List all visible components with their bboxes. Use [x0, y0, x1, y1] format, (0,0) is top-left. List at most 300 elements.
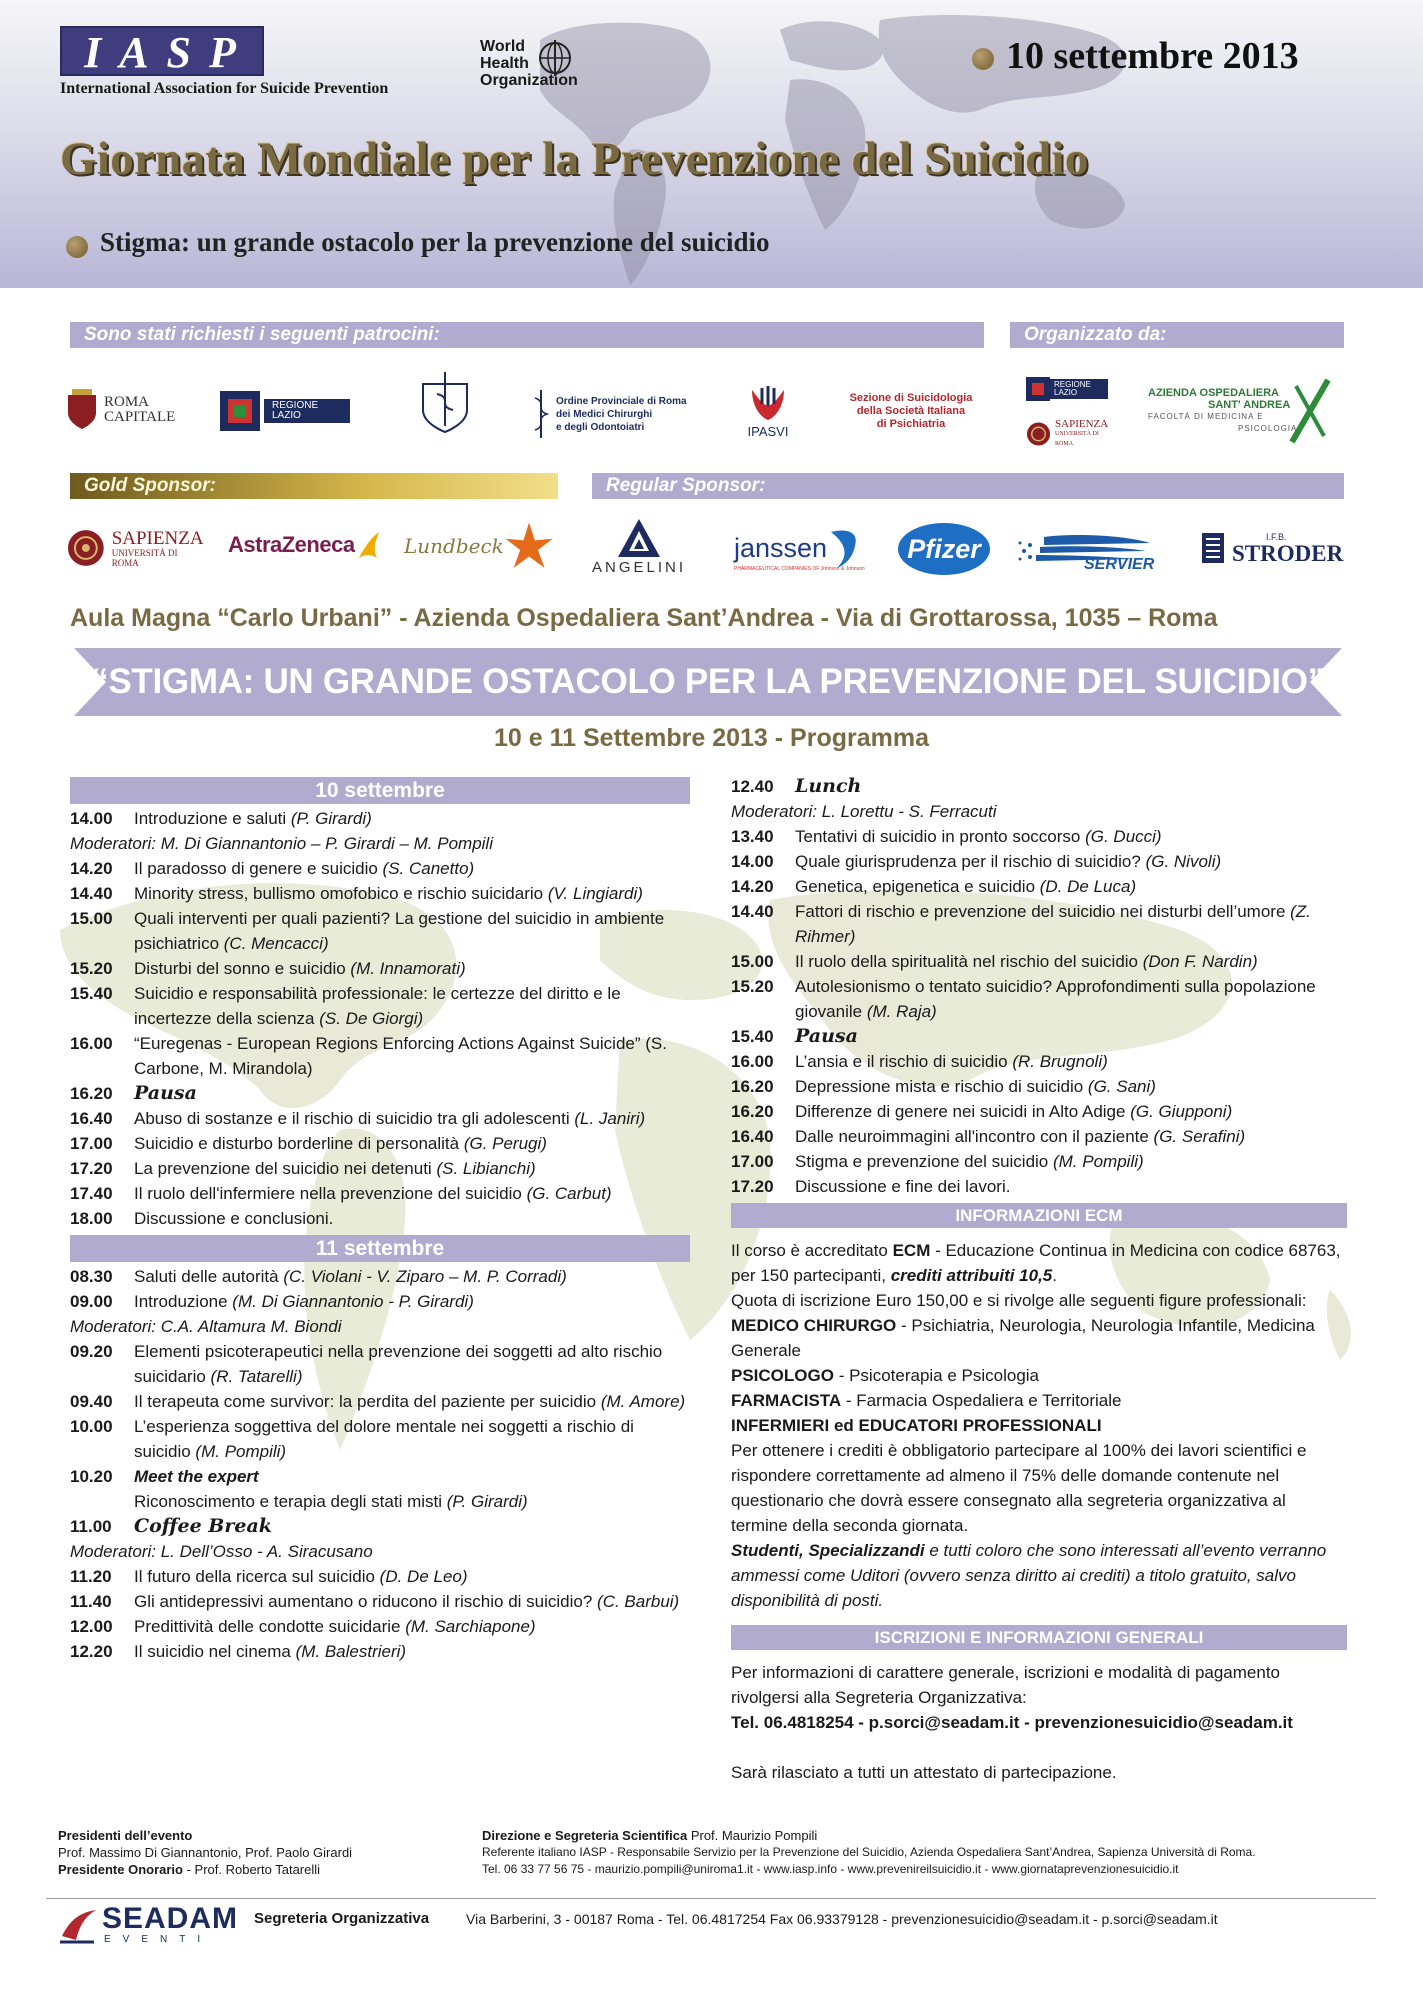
session-description: [134, 981, 690, 1031]
session-title: Disturbi del sonno e suicidio: [134, 959, 351, 978]
session-description: [134, 1339, 690, 1389]
session-time: 16.20: [70, 1084, 113, 1103]
session-title: Saluti delle autorità: [134, 1267, 284, 1286]
session-row: [70, 1081, 690, 1106]
session-title: L’esperienza soggettiva del dolore mentale nei soggetti a rischio di suicidio: [134, 1417, 634, 1461]
session-row: [731, 1049, 1347, 1074]
session-title: Genetica, epigenetica e suicidio: [795, 877, 1040, 896]
logo-text: Sezione di Suicidologia: [849, 391, 973, 404]
day2-session-list: [70, 1264, 690, 1664]
session-time: 18.00: [70, 1209, 113, 1228]
session-row: [70, 906, 690, 956]
session-row: [731, 824, 1347, 849]
ecm-profession: INFERMIERI ed EDUCATORI PROFESSIONALI: [731, 1416, 1102, 1435]
sapienza-seal-icon: [1026, 421, 1051, 447]
session-time: 15.20: [731, 977, 774, 996]
session-row: [731, 949, 1347, 974]
sapienza-seal-icon: [66, 528, 106, 568]
profession-detail: - Psicoterapia e Psicologia: [833, 1366, 1040, 1385]
session-row: [70, 881, 690, 906]
session-title: Il paradosso di genere e suicidio: [134, 859, 383, 878]
logo-text: SAPIENZA: [111, 527, 204, 549]
program-left-column: [70, 777, 690, 1664]
session-time: 14.40: [70, 884, 113, 903]
session-title: L’ansia e il rischio di suicidio: [795, 1052, 1013, 1071]
session-speaker: (P. Girardi): [446, 1492, 528, 1511]
session-row: [731, 1149, 1347, 1174]
session-title: Gli antidepressivi aumentano o riducono il rischio di suicidio?: [134, 1592, 598, 1611]
logo-text: IPASVI: [747, 423, 789, 439]
session-title: Minority stress, bullismo omofobico e rischio suicidario: [134, 884, 548, 903]
session-row: [731, 974, 1347, 1024]
session-speaker: (L. Janiri): [574, 1109, 646, 1128]
ecm-text: - Educazione Continua in Medicina con codice 68763, per 150 partecipanti,: [731, 1241, 1341, 1285]
session-speaker: (R. Tatarelli): [210, 1367, 303, 1386]
session-time: 11.20: [70, 1567, 112, 1586]
session-speaker: (G. Nivoli): [1145, 852, 1222, 871]
session-title: Il suicidio nel cinema: [134, 1642, 296, 1661]
honorary-president: [58, 1861, 478, 1878]
stroder-logo: [1200, 528, 1348, 568]
session-time: 08.30: [70, 1267, 113, 1286]
session-time: 16.20: [731, 1077, 774, 1096]
session-description: [795, 974, 1347, 1024]
session-time: 17.20: [70, 1159, 113, 1178]
session-time: 12.40: [731, 777, 774, 796]
session-description: [795, 1024, 1347, 1049]
session-row: [70, 1289, 690, 1314]
logo-text: REGIONE: [272, 400, 319, 411]
day2-afternoon-session-list: [731, 774, 1347, 1199]
session-description: [134, 956, 690, 981]
ecm-credits: crediti attribuiti 10,5: [890, 1266, 1053, 1285]
profession-name: PSICOLOGO: [731, 1366, 834, 1385]
session-row: [70, 1181, 690, 1206]
direction-block: [482, 1827, 1382, 1878]
session-description: [795, 824, 1347, 849]
session-row: [731, 849, 1347, 874]
session-row: [70, 1031, 690, 1081]
who-emblem-icon: [535, 38, 575, 78]
session-title: Stigma e prevenzione del suicidio: [795, 1152, 1053, 1171]
presidents-names: Prof. Massimo Di Giannantonio, Prof. Paolo Girardi: [58, 1845, 353, 1860]
iscrizioni-header: ISCRIZIONI E INFORMAZIONI GENERALI: [731, 1625, 1347, 1650]
presidents-label: Presidenti dell’evento: [58, 1828, 193, 1843]
direction-name: Prof. Maurizio Pompili: [687, 1828, 818, 1843]
iasp-logo: IASP: [60, 26, 264, 76]
logo-text: REGIONE: [1054, 380, 1091, 389]
ecm-requirements: Per ottenere i crediti è obbligatorio partecipare al 100% dei lavori scientifici e rispondere correttamente ad almeno il 75% delle domande contenute nel questionario che dovrà essere consegnato alla segreteria organizzativa al termine della seconda giornata.: [731, 1441, 1307, 1535]
servier-logo: [1014, 526, 1164, 576]
ecm-profession: [731, 1363, 1347, 1388]
session-row: [731, 874, 1347, 899]
logo-text: SAPIENZA: [1055, 418, 1109, 430]
segreteria-info: Via Barberini, 3 - 00187 Roma - Tel. 06.4817254 Fax 06.93379128 - prevenzionesuicidio@seadam.it - p.sorci@seadam.it: [466, 1911, 1218, 1927]
session-description: [134, 906, 690, 956]
session-speaker: (S. De Giorgi): [319, 1009, 424, 1028]
moderators-line: Moderatori: C.A. Altamura M. Biondi: [70, 1317, 342, 1336]
org-regione-logo: [1026, 377, 1116, 401]
session-row: [70, 1106, 690, 1131]
event-date: 10 settembre 2013: [1006, 35, 1299, 77]
session-title: Introduzione: [134, 1292, 233, 1311]
session-speaker: (R. Brugnoli): [1012, 1052, 1108, 1071]
session-row: [731, 1099, 1347, 1124]
session-row: [731, 1174, 1347, 1199]
ecm-text: .: [1052, 1266, 1057, 1285]
session-row: [70, 806, 690, 831]
session-row: [731, 774, 1347, 799]
session-time: 15.00: [70, 909, 113, 928]
session-description: [795, 949, 1347, 974]
session-time: 09.40: [70, 1392, 113, 1411]
gold-sponsor-bar: Gold Sponsor:: [70, 473, 558, 499]
session-speaker: (P. Girardi): [290, 809, 372, 828]
session-row: [70, 1131, 690, 1156]
who-line: Organization: [480, 72, 578, 89]
profession-name: FARMACISTA: [731, 1391, 842, 1410]
session-speaker: (M. Balestrieri): [295, 1642, 407, 1661]
session-time: 10.00: [70, 1417, 113, 1436]
session-title: Introduzione e saluti: [134, 809, 291, 828]
moderators-line: Moderatori: M. Di Giannantonio – P. Girardi – M. Pompili: [70, 834, 493, 853]
session-description: [795, 874, 1347, 899]
day1-session-list: [70, 806, 690, 1231]
session-speaker: (S. Libianchi): [436, 1159, 536, 1178]
session-speaker: (G. Carbut): [526, 1184, 612, 1203]
break-label: Coffee Break: [134, 1515, 272, 1537]
ifb-emblem-icon: [1200, 531, 1226, 565]
session-description: [134, 1156, 690, 1181]
session-speaker: (C. Mencacci): [223, 934, 329, 953]
session-description: [134, 1589, 690, 1614]
patronage-bar: Sono stati richiesti i seguenti patrocini:: [70, 322, 984, 348]
regular-sponsor-bar: Regular Sponsor:: [592, 473, 1344, 499]
bullet-dot-icon: [972, 48, 994, 70]
session-speaker: (M. Sarchiapone): [405, 1617, 536, 1636]
session-time: 16.40: [731, 1127, 774, 1146]
honorary-name: - Prof. Roberto Tatarelli: [182, 1862, 321, 1877]
session-speaker: (M. Pompili): [195, 1442, 287, 1461]
ecm-text: Il corso è accreditato: [731, 1241, 893, 1260]
session-time: 16.00: [70, 1034, 113, 1053]
session-time: 13.40: [731, 827, 774, 846]
session-description: [134, 806, 690, 831]
sapienza-sponsor-logo: [66, 525, 206, 571]
session-description: [134, 1414, 690, 1464]
session-title: Discussione e conclusioni.: [134, 1209, 334, 1228]
session-time: 17.40: [70, 1184, 113, 1203]
session-title: Discussione e fine dei lavori.: [795, 1177, 1011, 1196]
who-line: World: [480, 38, 526, 55]
session-title: Predittività delle condotte suicidarie: [134, 1617, 406, 1636]
session-row: [70, 1464, 690, 1514]
ecm-header: INFORMAZIONI ECM: [731, 1203, 1347, 1228]
footer-divider: [46, 1898, 1376, 1899]
logo-text: ROMA: [104, 394, 150, 410]
session-speaker: (M. Pompili): [1052, 1152, 1144, 1171]
profession-name: MEDICO CHIRURGO: [731, 1316, 897, 1335]
starfish-icon: [504, 515, 554, 577]
session-description: [795, 849, 1347, 874]
logo-text: janssen: [734, 532, 828, 563]
aesculapius-icon: [532, 388, 550, 440]
profession-detail: - Farmacia Ospedaliera e Territoriale: [841, 1391, 1122, 1410]
ipasvi-logo: [738, 378, 798, 444]
astrazeneca-symbol-icon: [355, 528, 383, 562]
logo-text: UNIVERSITÀ DI ROMA: [111, 547, 178, 568]
session-title: Depressione mista e rischio di suicidio: [795, 1077, 1088, 1096]
session-title: Dalle neuroimmagini all'incontro con il paziente: [795, 1127, 1154, 1146]
session-title: Quali interventi per quali pazienti? La gestione del suicidio in ambiente psichiatrico: [134, 909, 665, 953]
logo-text: di Psichiatria: [876, 417, 946, 430]
session-row: [731, 1124, 1347, 1149]
moderators-line: Moderatori: L. Dell’Osso - A. Siracusano: [70, 1542, 373, 1561]
azienda-santandrea-logo: [1148, 376, 1328, 446]
bullet-dot-icon: [66, 236, 88, 258]
logo-text: STRODER: [1232, 540, 1344, 566]
logo-text: FACOLTÀ DI MEDICINA E: [1148, 412, 1264, 421]
session-description: [134, 1181, 690, 1206]
iasp-full-name: International Association for Suicide Prevention: [60, 80, 389, 97]
ecm-auditors: [731, 1538, 1347, 1613]
logo-text: SERVIER: [1084, 556, 1155, 573]
session-description: [134, 881, 690, 906]
session-row: [731, 1074, 1347, 1099]
session-title: Suicidio e disturbo borderline di personalità: [134, 1134, 464, 1153]
session-description: [795, 1074, 1347, 1099]
session-speaker: (Don F. Nardin): [1142, 952, 1258, 971]
session-title: Abuso di sostanze e il rischio di suicidio tra gli adolescenti: [134, 1109, 575, 1128]
auditors-text: e tutti coloro che sono interessati all’evento verranno ammessi come Uditori (ovvero senza diritto ai crediti) a titolo gratuito, salvo disponibilità di posti.: [731, 1541, 1327, 1610]
session-speaker: (C. Barbui): [597, 1592, 680, 1611]
session-description: [134, 1289, 690, 1314]
session-description: [134, 1464, 690, 1514]
logo-text: della Società Italiana: [856, 404, 966, 417]
ecm-info: [731, 1238, 1347, 1613]
session-time: 11.00: [70, 1517, 112, 1536]
lundbeck-logo: [404, 518, 554, 574]
session-time: 17.00: [731, 1152, 774, 1171]
session-description: [134, 1106, 690, 1131]
session-title: Elementi psicoterapeutici nella prevenzione dei soggetti ad alto rischio suicidario: [134, 1342, 663, 1386]
session-time: 12.20: [70, 1642, 113, 1661]
session-row: [70, 981, 690, 1031]
session-time: 14.40: [731, 902, 774, 921]
logo-text: LAZIO: [1054, 388, 1078, 397]
session-title: Il terapeuta come survivor: la perdita del paziente per suicidio: [134, 1392, 601, 1411]
session-time: 11.40: [70, 1592, 112, 1611]
caduceus-emblem-icon: [415, 370, 475, 436]
session-speaker: (C. Violani - V. Ziparo – M. P. Corradi): [283, 1267, 567, 1286]
session-speaker: (G. Ducci): [1085, 827, 1162, 846]
session-title: Autolesionismo o tentato suicidio? Approfondimenti sulla popolazione giovanile: [795, 977, 1316, 1021]
ecm-paragraph: [731, 1238, 1347, 1288]
roma-capitale-logo: [66, 385, 176, 435]
session-highlight: Meet the expert: [134, 1467, 259, 1486]
direction-line: [482, 1827, 1382, 1844]
session-description: [134, 1564, 690, 1589]
session-time: 15.00: [731, 952, 774, 971]
session-description: [134, 1264, 690, 1289]
session-time: 14.20: [70, 859, 113, 878]
roma-shield-icon: [66, 389, 98, 431]
session-time: 09.20: [70, 1342, 113, 1361]
logo-text: PSICOLOGIA: [1238, 424, 1298, 433]
session-title: Tentativi di suicidio in pronto soccorso: [795, 827, 1086, 846]
pfizer-logo: [896, 520, 992, 578]
logo-text: I.F.B.: [1266, 531, 1287, 542]
janssen-swoosh-icon: [827, 526, 861, 570]
session-time: 17.20: [731, 1177, 774, 1196]
session-title: Il ruolo dell'infermiere nella prevenzione del suicidio: [134, 1184, 527, 1203]
break-label: Pausa: [795, 1025, 858, 1047]
session-time: 14.00: [731, 852, 774, 871]
provincia-emblem-logo: [410, 368, 480, 438]
iscrizioni-text: Per informazioni di carattere generale, iscrizioni e modalità di pagamento rivolgersi alla Segreteria Organizzativa:: [731, 1663, 1281, 1707]
break-label: Pausa: [134, 1082, 197, 1104]
session-row: [70, 1339, 690, 1389]
session-speaker: (G. Perugi): [463, 1134, 547, 1153]
session-time: 16.40: [70, 1109, 113, 1128]
session-description: [134, 856, 690, 881]
logo-text: PHARMACEUTICAL COMPANIES OF Johnson & Johnson: [734, 566, 865, 572]
seadam-eventi: EVENTI: [104, 1934, 213, 1945]
attestato-note: Sarà rilasciato a tutti un attestato di partecipazione.: [731, 1763, 1117, 1782]
session-description: [795, 1174, 1347, 1199]
session-row: [731, 899, 1347, 949]
session-title: “Euregenas - European Regions Enforcing Actions Against Suicide” (S. Carbone, M. Mirandola): [134, 1034, 667, 1078]
who-line: Health: [480, 55, 529, 72]
page-subtitle: Stigma: un grande ostacolo per la prevenzione del suicidio: [100, 227, 770, 257]
session-row: [731, 1024, 1347, 1049]
regione-emblem-icon: [218, 389, 262, 433]
session-speaker: (D. De Luca): [1039, 877, 1137, 896]
logo-text: SANT' ANDREA: [1208, 399, 1291, 411]
session-time: 14.20: [731, 877, 774, 896]
session-time: 15.20: [70, 959, 113, 978]
header-banner: [0, 0, 1423, 288]
session-description: [134, 1131, 690, 1156]
venue-address: Aula Magna “Carlo Urbani” - Azienda Ospedaliera Sant’Andrea - Via di Grottarossa, 1035 – Roma: [70, 604, 1218, 632]
session-row: [70, 1389, 690, 1414]
session-speaker: (S. Canetto): [382, 859, 475, 878]
day1-header: 10 settembre: [70, 777, 690, 804]
session-speaker: (M. Di Giannantonio - P. Girardi): [232, 1292, 474, 1311]
logo-text: Lundbeck: [404, 534, 504, 558]
ecm-profession: [731, 1313, 1347, 1363]
direction-reference: Referente italiano IASP - Responsabile Servizio per la Prevenzione del Suicidio, Azienda Ospedaliera Sant’Andrea, Sapienza Università di Roma.: [482, 1845, 1256, 1859]
session-description: [134, 1031, 690, 1081]
session-row: [70, 1614, 690, 1639]
session-time: 14.00: [70, 809, 113, 828]
session-speaker: (Z. Rihmer): [795, 902, 1311, 946]
regione-emblem-icon: [1026, 377, 1050, 401]
astrazeneca-logo: [228, 520, 388, 570]
angelini-triangle-icon: [616, 517, 662, 559]
page-title: Giornata Mondiale per la Prevenzione del Suicidio: [60, 133, 1089, 185]
regione-lazio-logo: [218, 388, 358, 434]
logo-text: UNIVERSITÀ DI ROMA: [1055, 431, 1099, 447]
session-time: 15.40: [731, 1027, 774, 1046]
iscrizioni-contacts: Tel. 06.4818254 - p.sorci@seadam.it - prevenzionesuicidio@seadam.it: [731, 1713, 1293, 1732]
session-row: [70, 1414, 690, 1464]
session-title: Quale giurisprudenza per il rischio di suicidio?: [795, 852, 1146, 871]
direction-contacts: Tel. 06 33 77 56 75 - maurizio.pompili@uniroma1.it - www.iasp.info - www.prevenireilsuicidio.it - www.giornataprevenzionesuicidio.it: [482, 1862, 1179, 1876]
session-time: 10.20: [70, 1467, 113, 1486]
session-description: [134, 1614, 690, 1639]
session-description: [795, 1099, 1347, 1124]
session-row: [70, 1206, 690, 1231]
session-row: [70, 1156, 690, 1181]
org-sapienza-logo: [1026, 420, 1116, 448]
session-row: [70, 1264, 690, 1289]
session-speaker: (M. Raja): [866, 1002, 937, 1021]
profession-detail: - Psichiatria, Neurologia, Neurologia Infantile, Medicina Generale: [731, 1316, 1315, 1360]
moderators-line: Moderatori: L. Lorettu - S. Ferracuti: [731, 802, 997, 821]
janssen-logo: [734, 516, 874, 582]
segreteria-label: Segreteria Organizzativa: [254, 1910, 430, 1927]
session-speaker: (G. Sani): [1087, 1077, 1156, 1096]
ecm-text: ECM: [892, 1241, 931, 1260]
organized-bar: Organizzato da:: [1010, 322, 1344, 348]
sezione-suicidologia-logo: [836, 386, 986, 436]
seadam-logo: [58, 1904, 244, 1948]
logo-text: AstraZeneca: [228, 532, 355, 557]
session-description: [795, 1049, 1347, 1074]
logo-text: CAPITALE: [104, 409, 176, 425]
hands-icon: [746, 384, 790, 424]
logo-text: dei Medici Chirurghi: [556, 408, 653, 420]
seadam-name: SEADAM: [102, 1902, 239, 1935]
session-title: Il futuro della ricerca sul suicidio: [134, 1567, 380, 1586]
session-title: Suicidio e responsabilità professionale: le certezze del diritto e le incertezze della scienza: [134, 984, 621, 1028]
session-speaker: (M. Amore): [600, 1392, 686, 1411]
ribbon-title: “STIGMA: UN GRANDE OSTACOLO PER LA PREVENZIONE DEL SUICIDIO”: [91, 662, 1325, 701]
session-time: 17.00: [70, 1134, 113, 1153]
session-speaker: (M. Innamorati): [350, 959, 466, 978]
session-title: Differenze di genere nei suicidi in Alto Adige: [795, 1102, 1131, 1121]
session-description: [795, 1124, 1347, 1149]
program-right-column: [731, 774, 1347, 1785]
break-label: Lunch: [795, 775, 862, 797]
session-time: 12.00: [70, 1617, 113, 1636]
logo-text: Pfizer: [907, 533, 981, 564]
session-time: 16.20: [731, 1102, 774, 1121]
logo-text: AZIENDA OSPEDALIERA: [1148, 387, 1279, 399]
ordine-medici-logo: [532, 388, 702, 440]
program-title: 10 e 11 Settembre 2013 - Programma: [494, 724, 929, 752]
honorary-label: Presidente Onorario: [58, 1862, 183, 1877]
auditors-label: Studenti, Specializzandi: [731, 1541, 925, 1560]
session-row: [70, 1589, 690, 1614]
session-title: Fattori di rischio e prevenzione del suicidio nei disturbi dell’umore: [795, 902, 1291, 921]
logo-text: LAZIO: [272, 410, 301, 421]
session-row: [70, 856, 690, 881]
ecm-fee: Quota di iscrizione Euro 150,00 e si rivolge alle seguenti figure professionali:: [731, 1291, 1307, 1310]
session-time: 09.00: [70, 1292, 113, 1311]
direction-label: Direzione e Segreteria Scientifica: [482, 1828, 688, 1843]
seadam-mark-icon: [58, 1906, 98, 1946]
session-time: 16.00: [731, 1052, 774, 1071]
session-speaker: (V. Lingiardi): [547, 884, 643, 903]
session-description: [795, 774, 1347, 799]
session-description: [795, 899, 1347, 949]
session-title: La prevenzione del suicidio nei detenuti: [134, 1159, 437, 1178]
session-row: [70, 1639, 690, 1664]
session-row: [70, 1564, 690, 1589]
session-description: [134, 1514, 690, 1539]
